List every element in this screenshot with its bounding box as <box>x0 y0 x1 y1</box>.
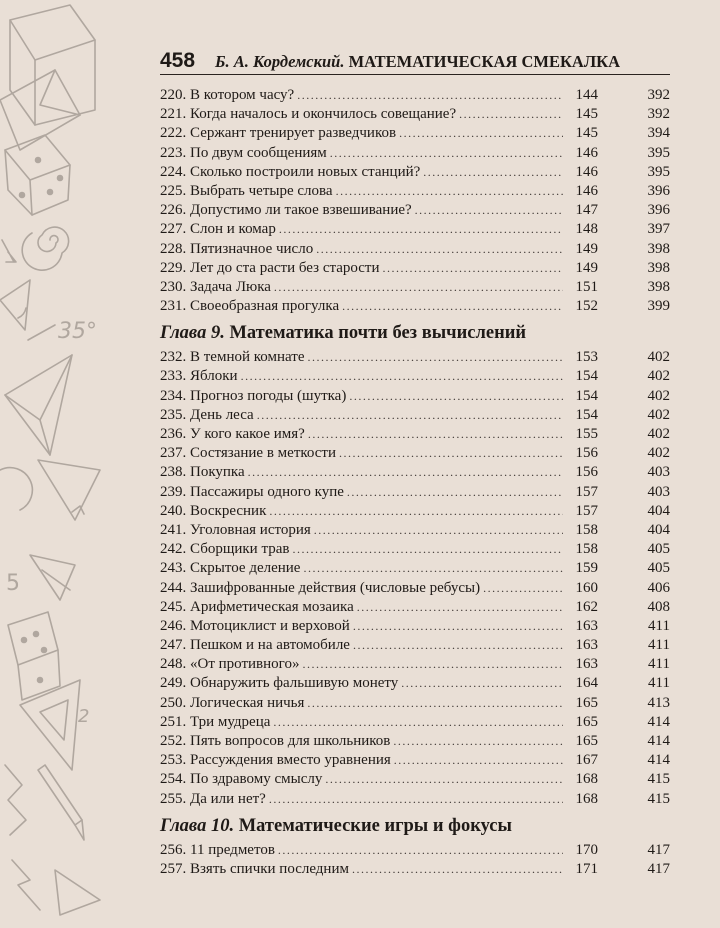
answer-page: 402 <box>647 426 670 442</box>
answer-page: 402 <box>647 368 670 385</box>
entry-title: 224. Сколько построили новых станций? <box>160 163 421 180</box>
cube-icon <box>10 5 95 125</box>
answer-page: 395 <box>647 163 670 180</box>
angle-label: 35° <box>58 319 97 344</box>
answer-page: 398 <box>647 278 670 295</box>
dot-leader <box>269 502 563 521</box>
toc-entry <box>160 483 670 502</box>
toc-entry <box>160 674 670 693</box>
answer-page: 394 <box>647 125 670 142</box>
entry-title: 236. У кого какое имя? <box>160 426 305 442</box>
toc-entry <box>160 105 670 124</box>
dot-leader <box>459 105 563 124</box>
toc-entry <box>160 540 670 559</box>
dot-leader <box>269 790 563 809</box>
answer-page: 404 <box>647 502 670 519</box>
answer-page: 415 <box>647 771 670 788</box>
entry-title: 243. Скрытое деление <box>160 560 301 577</box>
toc-entry <box>160 367 670 386</box>
dot-leader <box>357 598 563 617</box>
entry-title: 226. Допустимо ли такое взвешивание? <box>160 202 412 219</box>
dot-leader <box>257 406 563 425</box>
chapter-heading <box>160 811 670 841</box>
entry-title: 227. Слон и комар <box>160 221 276 238</box>
answer-page: 396 <box>647 202 670 219</box>
dot-leader <box>297 86 563 105</box>
problem-page: 147 <box>575 202 598 219</box>
toc-entry <box>160 860 670 879</box>
problem-page: 163 <box>575 656 598 673</box>
answer-page: 402 <box>647 406 670 423</box>
problem-page: 158 <box>575 541 598 558</box>
entry-title: 228. Пятизначное число <box>160 240 314 257</box>
answer-page: 417 <box>647 841 670 858</box>
answer-page: 405 <box>647 560 670 577</box>
triangle-bottom-icon <box>55 870 100 915</box>
problem-page: 157 <box>575 502 598 519</box>
problem-page: 167 <box>575 752 598 769</box>
answer-page: 414 <box>647 713 670 730</box>
pencil-icon <box>38 765 84 840</box>
problem-page: 145 <box>575 106 598 123</box>
answer-page: 415 <box>647 790 670 807</box>
problem-page: 146 <box>575 182 598 199</box>
running-header <box>160 44 670 75</box>
margin-doodles <box>0 0 120 923</box>
entry-title: 250. Логическая ничья <box>160 694 305 711</box>
dot-leader <box>279 220 563 239</box>
toc-entry <box>160 124 670 143</box>
answer-page: 395 <box>647 144 670 161</box>
pyramid-icon <box>0 70 80 150</box>
dot-leader <box>394 751 563 770</box>
toc-entry <box>160 220 670 239</box>
shape-fan-icon <box>30 555 75 600</box>
dot-leader <box>303 559 563 578</box>
triangle-angle-icon <box>0 280 55 340</box>
toc-entry <box>160 86 670 105</box>
dot-leader <box>273 713 563 732</box>
dot-leader <box>401 674 563 693</box>
toc-entry <box>160 770 670 789</box>
entry-title: 255. Да или нет? <box>160 790 266 807</box>
problem-page: 155 <box>575 426 598 442</box>
toc-page <box>160 0 670 923</box>
toc-entry <box>160 240 670 259</box>
entry-title: 223. По двум сообщениям <box>160 144 327 161</box>
toc-entry <box>160 463 670 482</box>
entry-title: 238. Покупка <box>160 464 245 481</box>
dot-leader <box>399 124 563 143</box>
toc-entry <box>160 502 670 521</box>
problem-page: 156 <box>575 445 598 462</box>
entry-title: 239. Пассажиры одного купе <box>160 483 344 500</box>
toc-entry <box>160 163 670 182</box>
lightning-icon <box>12 860 40 910</box>
table-of-contents <box>160 86 670 879</box>
dot-leader <box>383 259 564 278</box>
problem-page: 165 <box>575 713 598 730</box>
set-square-icon <box>20 680 80 770</box>
answer-page: 398 <box>647 240 670 257</box>
dot-leader <box>308 348 563 367</box>
toc-entry <box>160 387 670 406</box>
problem-page: 165 <box>575 733 598 749</box>
problem-page: 159 <box>575 560 598 577</box>
problem-page: 170 <box>575 841 598 858</box>
entry-title: 221. Когда началось и окончилось совещание? <box>160 106 457 123</box>
dice-icon <box>5 135 70 215</box>
dot-leader <box>353 617 563 636</box>
arrow-icon <box>2 240 16 262</box>
answer-page: 402 <box>647 387 670 404</box>
problem-page: 153 <box>575 349 598 366</box>
answer-page: 392 <box>647 87 670 103</box>
answer-page: 402 <box>647 445 670 462</box>
answer-page: 406 <box>647 579 670 596</box>
entry-title: 254. По здравому смыслу <box>160 771 323 788</box>
dot-leader <box>241 367 563 386</box>
problem-page: 168 <box>575 790 598 807</box>
entry-title: 237. Состязание в меткости <box>160 445 337 462</box>
toc-entry <box>160 182 670 201</box>
answer-page: 396 <box>647 182 670 199</box>
problem-page: 162 <box>575 598 598 615</box>
entry-title: 225. Выбрать четыре слова <box>160 182 333 199</box>
toc-entry <box>160 636 670 655</box>
toc-entry <box>160 732 670 751</box>
problem-page: 158 <box>575 521 598 538</box>
toc-entry <box>160 278 670 297</box>
dot-leader <box>483 579 563 598</box>
toc-entry <box>160 841 670 860</box>
dot-leader <box>307 694 563 713</box>
dot-leader <box>302 655 563 674</box>
entry-title: 251. Три мудреца <box>160 713 271 730</box>
entry-title: 235. День леса <box>160 406 254 423</box>
dot-leader <box>308 425 563 444</box>
answer-page: 403 <box>647 464 670 481</box>
answer-page: 405 <box>647 541 670 558</box>
entry-title: 253. Рассуждения вместо уравнения <box>160 752 391 769</box>
answer-page: 403 <box>647 483 670 500</box>
problem-page: 152 <box>575 298 598 315</box>
chapter-label: Глава 9. <box>160 323 225 344</box>
dice-icon-2 <box>8 612 60 700</box>
problem-page: 168 <box>575 771 598 788</box>
toc-entry <box>160 425 670 444</box>
dot-leader <box>353 636 563 655</box>
dot-leader <box>248 463 563 482</box>
problem-page: 165 <box>575 694 598 711</box>
toc-entry <box>160 521 670 540</box>
problem-page: 151 <box>575 278 598 295</box>
chapter-heading <box>160 318 670 348</box>
entry-title: 247. Пешком и на автомобиле <box>160 637 350 654</box>
toc-entry <box>160 348 670 367</box>
spiral-icon <box>22 227 68 270</box>
dot-leader <box>292 540 563 559</box>
problem-page: 164 <box>575 675 598 692</box>
answer-page: 399 <box>647 298 670 315</box>
toc-entry <box>160 694 670 713</box>
entry-title: 248. «От противного» <box>160 656 300 673</box>
answer-page: 413 <box>647 694 670 711</box>
scribble-2: 2 <box>78 706 90 727</box>
digit-label: 5 <box>6 571 20 596</box>
problem-page: 146 <box>575 144 598 161</box>
dot-leader <box>330 144 563 163</box>
toc-entry <box>160 406 670 425</box>
dot-leader <box>339 444 563 463</box>
problem-page: 154 <box>575 406 598 423</box>
running-title <box>215 50 620 74</box>
entry-title: 249. Обнаружить фальшивую монету <box>160 675 399 692</box>
toc-entry <box>160 790 670 809</box>
entry-title: 256. 11 предметов <box>160 841 275 858</box>
entry-title: 232. В темной комнате <box>160 349 305 366</box>
chapter-label: Глава 10. <box>160 815 235 836</box>
dot-leader <box>274 278 563 297</box>
entry-title: 231. Своеобразная прогулка <box>160 298 340 315</box>
chapter-title: Математика почти без вычислений <box>229 323 527 344</box>
problem-page: 145 <box>575 125 598 142</box>
entry-title: 240. Воскресник <box>160 502 267 519</box>
problem-page: 157 <box>575 483 598 500</box>
problem-page: 156 <box>575 464 598 481</box>
dot-leader <box>415 201 563 220</box>
toc-entry <box>160 297 670 316</box>
dot-leader <box>336 182 563 201</box>
toc-entry <box>160 598 670 617</box>
toc-entry <box>160 144 670 163</box>
entry-title: 242. Сборщики трав <box>160 541 290 558</box>
dot-leader <box>349 387 563 406</box>
problem-page: 154 <box>575 387 598 404</box>
zigzag-icon <box>5 765 26 835</box>
problem-page: 160 <box>575 579 598 596</box>
toc-entry <box>160 201 670 220</box>
toc-entry <box>160 259 670 278</box>
toc-entry <box>160 713 670 732</box>
entry-title: 222. Сержант тренирует разведчиков <box>160 125 397 142</box>
dot-leader <box>352 860 563 879</box>
answer-page: 398 <box>647 259 670 276</box>
right-triangle-icon <box>38 460 100 520</box>
dot-leader <box>278 841 563 860</box>
chapter-title: Математические игры и фокусы <box>238 815 512 836</box>
toc-entry <box>160 751 670 770</box>
answer-page: 392 <box>647 106 670 123</box>
toc-entry <box>160 655 670 674</box>
circle-icon <box>0 468 32 510</box>
toc-entry <box>160 559 670 578</box>
page-number: 458 <box>160 49 196 72</box>
dot-leader <box>393 732 563 751</box>
toc-entry <box>160 617 670 636</box>
entry-title: 244. Зашифрованные действия (числовые ребусы) <box>160 579 481 596</box>
problem-page: 144 <box>575 87 598 103</box>
header-book-title: МАТЕМАТИЧЕСКАЯ СМЕКАЛКА <box>348 52 621 71</box>
entry-title: 220. В котором часу? <box>160 87 295 103</box>
answer-page: 417 <box>647 860 670 877</box>
problem-page: 163 <box>575 617 598 634</box>
answer-page: 397 <box>647 221 670 238</box>
answer-page: 411 <box>648 675 670 692</box>
dot-leader <box>316 240 563 259</box>
problem-page: 171 <box>575 860 598 877</box>
problem-page: 149 <box>575 240 598 257</box>
entry-title: 230. Задача Люка <box>160 278 271 295</box>
toc-entry <box>160 444 670 463</box>
answer-page: 411 <box>648 656 670 673</box>
entry-title: 229. Лет до ста расти без старости <box>160 259 380 276</box>
toc-entry <box>160 579 670 598</box>
entry-title: 241. Уголовная история <box>160 521 311 538</box>
dot-leader <box>325 770 563 789</box>
answer-page: 402 <box>647 349 670 366</box>
entry-title: 252. Пять вопросов для школьников <box>160 733 391 749</box>
dot-leader <box>423 163 563 182</box>
answer-page: 411 <box>648 637 670 654</box>
entry-title: 245. Арифметическая мозаика <box>160 598 354 615</box>
entry-title: 234. Прогноз погоды (шутка) <box>160 387 347 404</box>
dot-leader <box>347 483 563 502</box>
header-author: Б. А. Кордемский. <box>215 52 345 71</box>
answer-page: 414 <box>647 752 670 769</box>
answer-page: 411 <box>648 617 670 634</box>
answer-page: 408 <box>647 598 670 615</box>
entry-title: 257. Взять спички последним <box>160 860 349 877</box>
problem-page: 163 <box>575 637 598 654</box>
entry-title: 246. Мотоциклист и верховой <box>160 617 350 634</box>
entry-title: 233. Яблоки <box>160 368 238 385</box>
problem-page: 146 <box>575 163 598 180</box>
dot-leader <box>314 521 563 540</box>
tetrahedron-icon <box>5 355 72 455</box>
problem-page: 149 <box>575 259 598 276</box>
answer-page: 404 <box>647 521 670 538</box>
answer-page: 414 <box>647 733 670 749</box>
dot-leader <box>342 297 563 316</box>
problem-page: 148 <box>575 221 598 238</box>
problem-page: 154 <box>575 368 598 385</box>
